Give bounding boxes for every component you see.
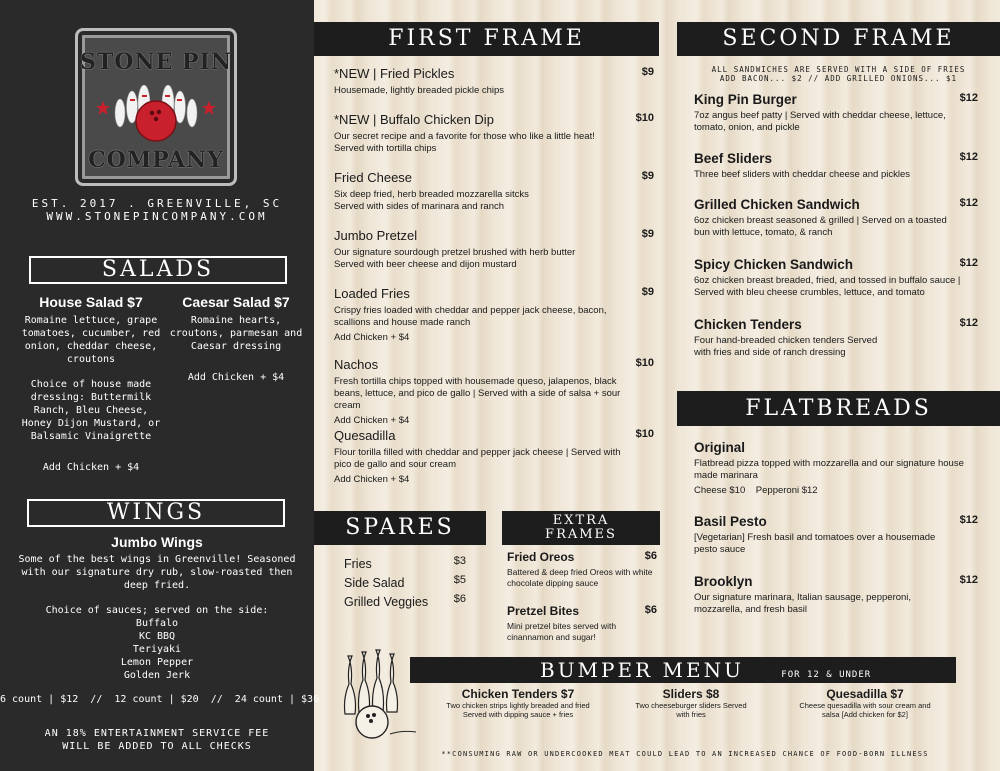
spares-list (344, 555, 466, 612)
bumper-menu-heading (410, 657, 956, 683)
item-desc: Housemade, lightly breaded pickle chips (334, 85, 505, 96)
item-name: Sliders $8 (662, 687, 720, 701)
bumper-menu-sub: FOR 12 & UNDER (781, 670, 872, 680)
item-price: $10 (635, 357, 654, 369)
house-salad-name: House Salad $7 (39, 294, 143, 310)
item-name: Spicy Chicken Sandwich (694, 257, 854, 272)
item-price: $12 (959, 317, 978, 329)
bumper-item (630, 687, 752, 719)
menu-item (334, 66, 654, 97)
menu-item (694, 514, 978, 556)
item-desc: Battered & deep fried Oreos with white chocolate dipping sauce (507, 567, 653, 588)
item-name: Quesadilla (334, 428, 396, 443)
star-right-icon (202, 101, 216, 115)
wings-name: Jumbo Wings (111, 534, 203, 550)
item-name: *NEW | Fried Pickles (334, 66, 455, 81)
logo-text-bottom: COMPANY (88, 147, 224, 173)
item-desc: 6oz chicken breast seasoned & grilled | Served on a toasted bun with lettuce, tomato, & ranch (694, 215, 947, 238)
item-price: $9 (641, 286, 654, 298)
item-addon: Add Chicken + $4 (334, 332, 410, 343)
menu-item (694, 317, 978, 359)
spare-item (344, 593, 466, 612)
salads-heading: SALADS (29, 256, 287, 284)
spare-item (344, 555, 466, 574)
item-desc: Crispy fries loaded with cheddar and pepper jack cheese, bacon, scallions and house made ranch (334, 305, 607, 328)
item-desc: Our secret recipe and a favorite for those who like a little heat! Served with tortilla chips (334, 131, 595, 154)
spare-name: Side Salad (344, 576, 405, 590)
item-desc: Flour torilla filled with cheddar and pepper jack cheese | Served with pico de gallo and sour cream (334, 447, 621, 470)
item-desc: 6oz chicken breast breaded, fried, and tossed in buffalo sauce | Served with bleu cheese crumbles, lettuce, and tomato (694, 275, 961, 298)
menu-item (694, 440, 978, 497)
menu-item (694, 197, 978, 239)
item-desc: Two chicken strips lightly breaded and fried Served with dipping sauce + fries (446, 701, 590, 719)
sandwich-note-addons: ADD BACON... $2 // ADD GRILLED ONIONS... $1 (719, 74, 958, 83)
item-name: Fried Cheese (334, 170, 413, 185)
sandwich-notes (677, 65, 1000, 83)
item-desc: Flatbread pizza topped with mozzarella and our signature house made marinara (694, 458, 964, 481)
item-desc: 7oz angus beef patty | Served with cheddar cheese, lettuce, tomato, onion, and pickle (694, 110, 946, 133)
item-desc: Two cheeseburger sliders Served with fries (635, 701, 747, 719)
item-addon: Add Chicken + $4 (334, 474, 410, 485)
menu-item (334, 428, 654, 486)
bumper-item (790, 687, 940, 719)
website-line: WWW.STONEPINCOMPANY.COM (46, 210, 268, 223)
item-desc: Four hand-breaded chicken tenders Served with fries and side of ranch dressing (694, 335, 878, 358)
menu-item (334, 286, 654, 344)
item-price: $10 (635, 428, 654, 440)
item-name: Beef Sliders (694, 151, 773, 166)
star-left-icon (96, 101, 110, 115)
item-desc: Mini pretzel bites served with cinannamon and sugar! (507, 621, 617, 642)
first-frame-heading: FIRST FRAME (314, 22, 659, 56)
item-price: $12 (959, 514, 978, 526)
spare-price: $5 (453, 574, 466, 586)
item-price: $12 (959, 151, 978, 163)
item-price: $9 (641, 66, 654, 78)
item-desc: Cheese quesadilla with sour cream and salsa [Add chicken for $2] (799, 701, 931, 719)
wings-counts: 6 count | $12 // 12 count | $20 // 24 count | $36 (0, 694, 320, 705)
item-name: Original (694, 440, 746, 455)
item-price: $10 (635, 112, 654, 124)
sandwich-note-fries: ALL SANDWICHES ARE SERVED WITH A SIDE OF FRIES (711, 65, 966, 74)
item-price: $12 (959, 92, 978, 104)
spare-item (344, 574, 466, 593)
extra-frames-title-2: FRAMES (545, 527, 617, 542)
spare-name: Grilled Veggies (344, 595, 429, 609)
item-price: $9 (641, 170, 654, 182)
item-name: *NEW | Buffalo Chicken Dip (334, 112, 494, 127)
caesar-salad-name: Caesar Salad $7 (182, 294, 290, 310)
menu-item (334, 228, 654, 271)
extra-frames-title-1: EXTRA (552, 513, 610, 528)
item-name: Jumbo Pretzel (334, 228, 418, 243)
menu-item (694, 151, 978, 181)
menu-item (694, 92, 978, 134)
brand-logo (75, 28, 237, 186)
item-price: $12 (959, 197, 978, 209)
item-name: Basil Pesto (694, 514, 767, 529)
menu-item (334, 357, 654, 427)
item-price: $12 (959, 257, 978, 269)
house-dressing-desc: Choice of house made dressing: Buttermilk Ranch, Bleu Cheese, Honey Dijon Mustard, or Balsamic Vinaigrette (21, 379, 161, 442)
spares-heading: SPARES (314, 511, 486, 545)
item-name: Brooklyn (694, 574, 753, 589)
second-frame-heading: SECOND FRAME (677, 22, 1000, 56)
item-price: $9 (641, 228, 654, 240)
caesar-salad-desc: Romaine hearts, croutons, parmesan and Caesar dressing (169, 315, 303, 352)
menu-item (694, 574, 978, 616)
menu-item (334, 170, 654, 213)
sauce-item: Buffalo (135, 618, 179, 629)
service-fee-note: AN 18% ENTERTAINMENT SERVICE FEE WILL BE ADDED TO ALL CHECKS (44, 728, 270, 752)
item-name: Quesadilla $7 (826, 687, 904, 701)
item-desc: Three beef sliders with cheddar cheese and pickles (694, 169, 910, 180)
item-name: Chicken Tenders $7 (461, 687, 575, 701)
bumper-item (440, 687, 596, 719)
item-desc: Our signature sourdough pretzel brushed with herb butter Served with beer cheese and dijon mustard (334, 247, 576, 270)
menu-item (334, 112, 654, 155)
item-price: $6 (644, 550, 657, 562)
bowling-pins-icon (110, 77, 202, 149)
caesar-salad-addon: Add Chicken + $4 (187, 372, 285, 383)
spare-price: $3 (453, 555, 466, 567)
disclaimer: **CONSUMING RAW OR UNDERCOOKED MEAT COULD LEAD TO AN INCREASED CHANCE OF FOOD-BORN ILLNESS (441, 750, 929, 758)
item-name: Pretzel Bites (507, 604, 580, 618)
caesar-salad (166, 294, 306, 384)
item-name: Grilled Chicken Sandwich (694, 197, 860, 212)
menu-item (694, 257, 978, 299)
item-name: Chicken Tenders (694, 317, 802, 332)
left-panel (0, 0, 320, 771)
bumper-menu-title: BUMPER MENU (540, 658, 744, 682)
house-salad-addon: Add Chicken + $4 (42, 462, 140, 473)
menu-item (507, 604, 657, 643)
wings-heading: WINGS (27, 499, 285, 527)
house-salad (20, 294, 162, 474)
item-price: $12 (959, 574, 978, 586)
item-desc: Six deep fried, herb breaded mozzarella sitcks Served with sides of marinara and ranch (334, 189, 529, 212)
item-name: Nachos (334, 357, 379, 372)
flatbreads-heading: FLATBREADS (677, 391, 1000, 426)
item-addon: Add Chicken + $4 (334, 415, 410, 426)
logo-text-top: STONE PIN (80, 49, 232, 75)
bowling-pins-sketch-icon (338, 646, 420, 742)
item-name: King Pin Burger (694, 92, 797, 107)
item-extra: Cheese $10 Pepperoni $12 (694, 485, 818, 496)
sauce-title: Choice of sauces; served on the side: (45, 605, 269, 616)
item-price: $6 (644, 604, 657, 616)
item-name: Loaded Fries (334, 286, 410, 301)
sauce-item: KC BBQ (138, 631, 176, 642)
item-desc: [Vegetarian] Fresh basil and tomatoes over a housemade pesto sauce (694, 532, 936, 555)
sauce-item: Teriyaki (132, 644, 182, 655)
menu-item (507, 550, 657, 589)
spare-price: $6 (453, 593, 466, 605)
est-line: EST. 2017 . GREENVILLE, SC (31, 197, 283, 210)
sauce-item: Golden Jerk (123, 670, 191, 681)
item-name: Fried Oreos (507, 550, 575, 564)
spare-name: Fries (344, 557, 372, 571)
wings-desc: Some of the best wings in Greenville! Seasoned with our signature dry rub, slow-roasted then deep fried. (18, 554, 296, 591)
item-desc: Our signature marinara, Italian sausage, pepperoni, mozzarella, and fresh basil (694, 592, 912, 615)
sauce-item: Lemon Pepper (120, 657, 194, 668)
extra-frames-heading (502, 511, 660, 545)
house-salad-desc: Romaine lettuce, grape tomatoes, cucumber, red onion, cheddar cheese, croutons (21, 315, 161, 365)
wings-section (10, 534, 304, 682)
item-desc: Fresh tortilla chips topped with housemade queso, jalapenos, black beans, lettuce, and pico de gallo | Served with a side of salsa + sour cream (334, 376, 621, 411)
